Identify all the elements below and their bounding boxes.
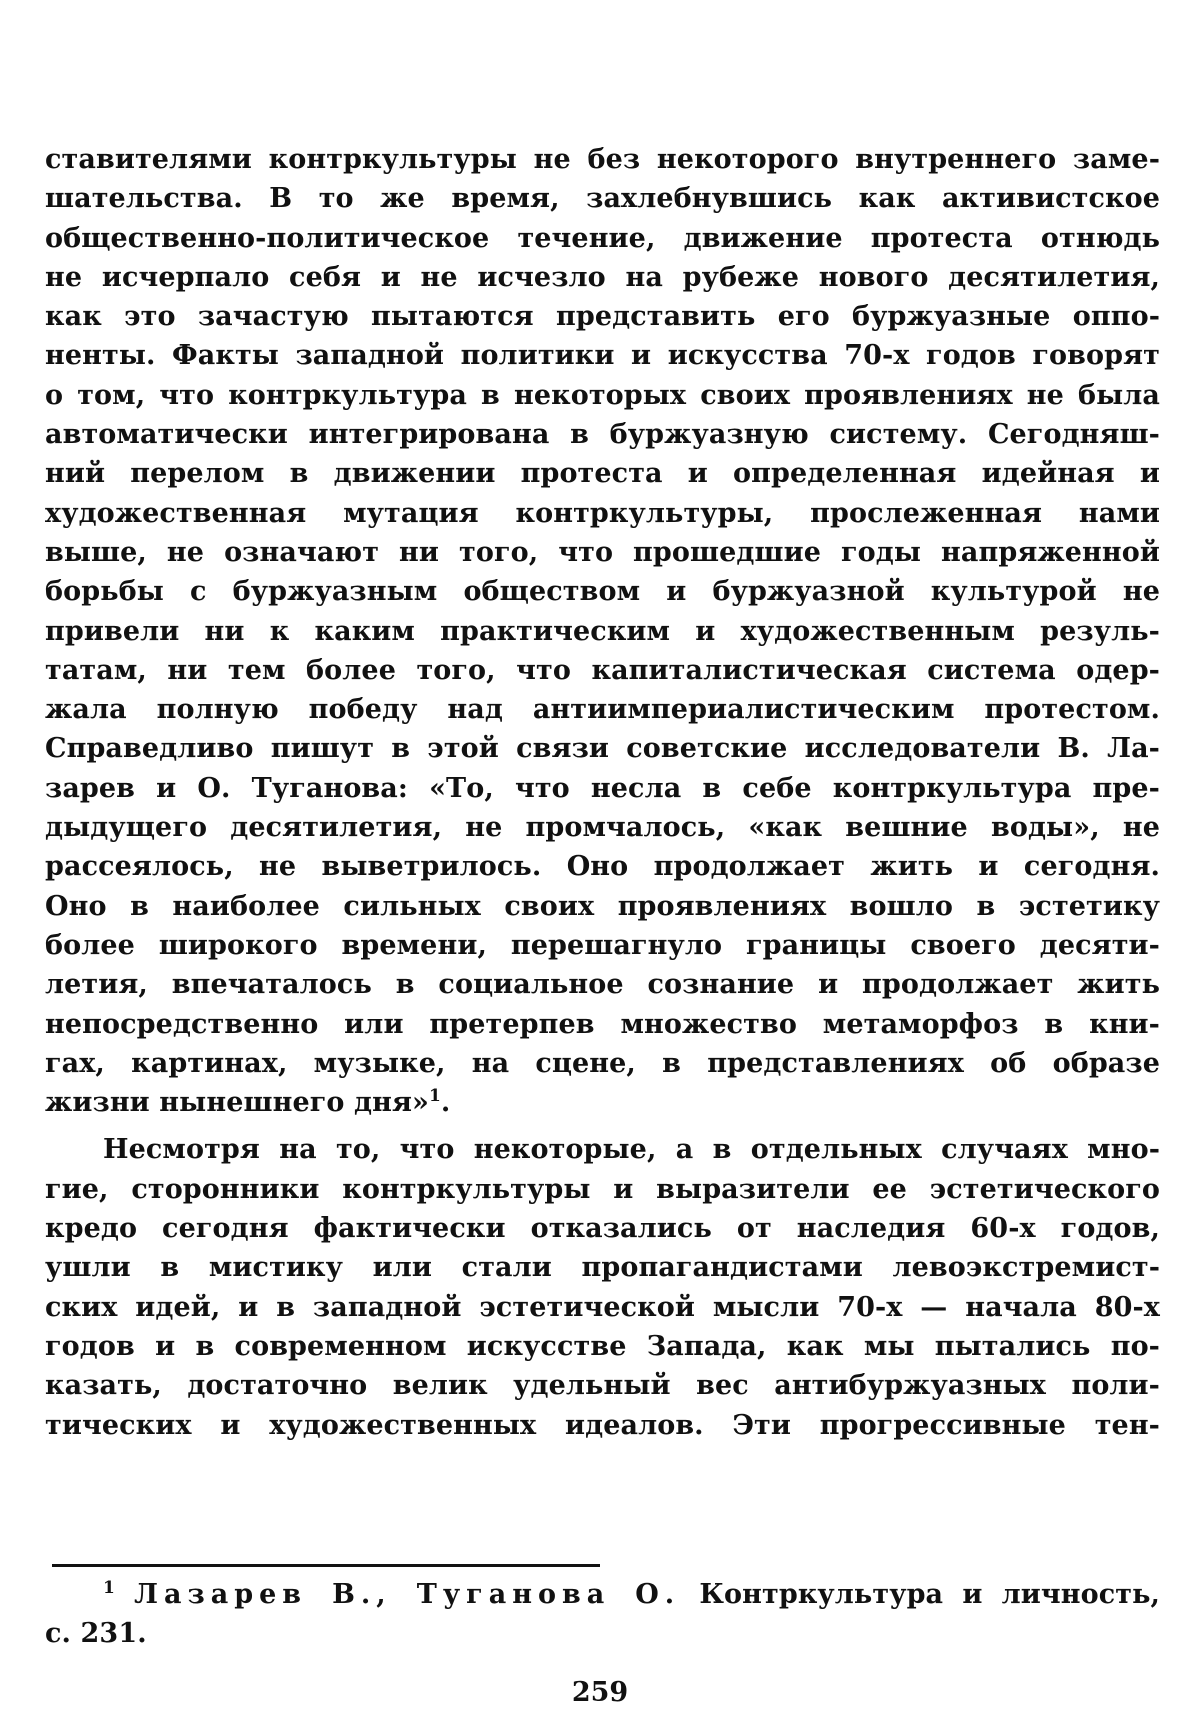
- text-line: не исчерпало себя и не исчезло на рубеже нового десятилетия,: [45, 261, 1160, 293]
- page-number: 259: [571, 1677, 629, 1708]
- footnote-marker: 1: [103, 1578, 115, 1598]
- text-line: рассеялось, не выветрилось. Оно продолжает жить и сегодня.: [45, 851, 1160, 883]
- main-text: [45, 140, 1160, 1445]
- footnote-authors: Лазарев В., Туганова О.: [134, 1579, 681, 1610]
- text-line: ненты. Факты западной политики и искусства 70-х годов говорят: [45, 340, 1160, 372]
- footnote-title: Контркультура и личность,: [699, 1579, 1160, 1610]
- text-line: привели ни к каким практическим и художественным резуль-: [45, 615, 1160, 647]
- text-line: автоматически интегрирована в буржуазную систему. Сегодняш-: [45, 419, 1160, 451]
- text-line: дыдущего десятилетия, не промчалось, «как вешние воды», не: [45, 812, 1160, 844]
- text-line: гие, сторонники контркультуры и выразители ее эстетического: [45, 1173, 1160, 1205]
- text-line: как это зачастую пытаются представить его буржуазные оппо-: [45, 301, 1160, 333]
- quote-end-text: жизни нынешнего дня»: [45, 1087, 429, 1119]
- text-line: Справедливо пишут в этой связи советские исследователи В. Ла-: [45, 733, 1160, 765]
- text-line: ских идей, и в западной эстетической мысли 70-х — начала 80-х: [45, 1291, 1160, 1323]
- text-line: жала полную победу над антиимпериалистическим протестом.: [45, 694, 1160, 726]
- footnote-reference[interactable]: 1: [428, 1086, 441, 1107]
- text-line: кредо сегодня фактически отказались от наследия 60-х годов,: [45, 1213, 1160, 1245]
- text-line: более широкого времени, перешагнуло границы своего десяти-: [45, 929, 1160, 961]
- text-line-last: [45, 1083, 1160, 1122]
- text-line: художественная мутация контркультуры, прослеженная нами: [45, 497, 1160, 529]
- text-line: татам, ни тем более того, что капиталистическая система одер-: [45, 654, 1160, 686]
- sentence-end: .: [440, 1087, 451, 1119]
- footnote-line: [45, 1575, 1160, 1614]
- footnote: [45, 1575, 1160, 1654]
- text-line: о том, что контркультура в некоторых своих проявлениях не была: [45, 379, 1160, 411]
- text-line: ставителями контркультуры не без некоторого внутреннего заме-: [45, 144, 1160, 175]
- text-line: общественно-политическое течение, движение протеста отнюдь: [45, 222, 1160, 254]
- footnote-pages: с. 231.: [45, 1618, 147, 1650]
- text-line: борьбы с буржуазным обществом и буржуазной культурой не: [45, 576, 1160, 608]
- footnote-divider: [52, 1564, 600, 1567]
- text-line: казать, достаточно велик удельный вес антибуржуазных поли-: [45, 1370, 1160, 1402]
- text-line: годов и в современном искусстве Запада, как мы пытались по-: [45, 1330, 1160, 1362]
- text-line: шательства. В то же время, захлебнувшись как активистское: [45, 183, 1160, 215]
- text-line: тических и художественных идеалов. Эти прогрессивные тен-: [45, 1409, 1160, 1441]
- text-line: ний перелом в движении протеста и определенная идейная и: [45, 458, 1160, 490]
- text-line: зарев и О. Туганова: «То, что несла в себе контркультура пре-: [45, 772, 1160, 804]
- paragraph-1: [45, 140, 1160, 1122]
- text-line: Несмотря на то, что некоторые, а в отдельных случаях мно-: [103, 1134, 1160, 1166]
- text-line: Оно в наиболее сильных своих проявлениях вошло в эстетику: [45, 890, 1160, 922]
- text-line: выше, не означают ни того, что прошедшие годы напряженной: [45, 536, 1160, 568]
- text-line: непосредственно или претерпев множество метаморфоз в кни-: [45, 1008, 1160, 1040]
- paragraph-2: [45, 1130, 1160, 1444]
- text-line: летия, впечаталось в социальное сознание и продолжает жить: [45, 969, 1160, 1001]
- text-line: ушли в мистику или стали пропагандистами левоэкстремист-: [45, 1252, 1160, 1284]
- text-line: гах, картинах, музыке, на сцене, в представлениях об образе: [45, 1047, 1160, 1079]
